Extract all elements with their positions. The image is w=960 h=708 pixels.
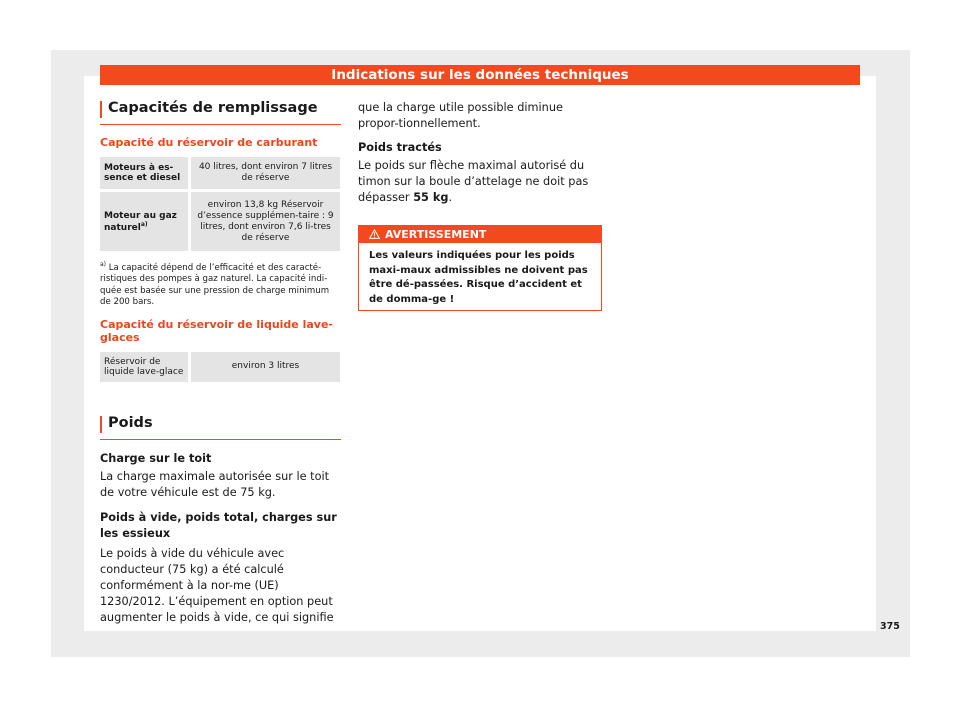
table-key: Réservoir de liquide lave-glace [100,352,188,382]
section-accent-bar [100,101,102,118]
weights-heading: Poids à vide, poids total, charges sur les essieux [100,510,337,540]
page-number: 375 [880,621,900,632]
section-rule [100,124,341,125]
table-key: Moteurs à es-sence et diesel [100,157,188,189]
table-value: environ 3 litres [188,352,340,382]
chapter-banner: Indications sur les données techniques [100,65,860,85]
warning-triangle-icon [369,229,380,239]
roof-load-text: La charge maximale autorisée sur le toit de votre véhicule est de 75 kg. [100,469,330,499]
warning-text: Les valeurs indiquées pour les poids maxi-maux admissibles ne doivent pas être dé-passées. Risque d’accident et de domma-ge ! [369,250,588,305]
table-key: Moteur au gaz naturel$^{a)}$ [100,192,188,251]
table-row [100,192,340,251]
section-title-poids: Poids [100,415,341,431]
table-value: environ 13,8 kg Réservoir d’essence supplémen-taire : 9 litres, dont environ 7,6 li-tres de réserve [188,192,340,251]
fuel-subheading: Capacité du réservoir de carburant [100,136,318,149]
footnote-marker: a) [100,261,107,268]
towed-weight-value: 55 kg [413,191,449,204]
weights-text: Le poids à vide du véhicule avec conducteur (75 kg) a été calculé conformément à la nor-me (UE) 1230/2012. L’équipement en option peut augmenter le poids à vide, ce qui signifie [100,546,334,624]
fuel-capacity-table [100,154,340,254]
table-row [100,352,340,382]
towed-weights-heading: Poids tractés [358,141,442,154]
washer-subheading: Capacité du réservoir de liquide lave-glaces [100,317,333,344]
section-accent-bar [100,416,102,433]
table-value: 40 litres, dont environ 7 litres de réserve [188,157,340,189]
table-row [100,157,340,189]
left-column [100,100,341,626]
warning-box [358,225,602,311]
section-rule [100,439,341,440]
warning-title: AVERTISSEMENT [385,228,487,241]
footnote: $^{a)}$ La capacité dépend de l’efficacité et des caracté-ristiques des pompes à gaz naturel. La capacité indi-quée est basée sur une pression de charge minimum de 200 bars. [100,261,330,308]
right-column [358,100,600,206]
roof-load-heading: Charge sur le toit [100,451,212,465]
section-title-capacites: Capacités de remplissage [100,100,341,116]
washer-capacity-table [100,349,340,385]
warning-header [359,226,601,243]
continued-text: que la charge utile possible diminue propor-tionnellement. [358,101,563,130]
towed-weights-text: Le poids sur flèche maximal autorisé du timon sur la boule d’attelage ne doit pas dépasser 55 kg. [358,159,589,204]
